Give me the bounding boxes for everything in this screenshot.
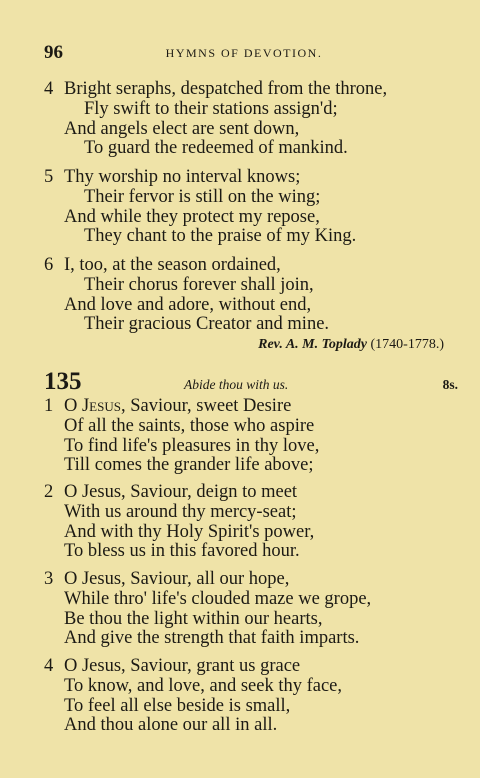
verse-line: Their fervor is still on the wing; [84, 186, 321, 207]
author-attribution [258, 337, 444, 353]
verse-line: Their gracious Creator and mine. [84, 314, 330, 335]
stanza-2 [44, 483, 454, 562]
verse-line: Saviour, sweet Desire [125, 396, 292, 416]
hymn-meter: 8s. [442, 377, 458, 392]
verse-line: To know, and love, and seek thy face, [64, 675, 342, 696]
verse-line: O Jesus, Saviour, deign to meet [64, 482, 298, 502]
verse-line: And thou alone our all in all. [64, 715, 278, 736]
verse-line: And give the strength that faith imparts. [64, 628, 360, 649]
verse-line: And with thy Holy Spirit's power, [64, 521, 315, 542]
verse-line: Of all the saints, those who aspire [64, 415, 315, 436]
verse-line: With us around thy mercy-seat; [64, 501, 297, 522]
verse-line: And angels elect are sent down, [64, 118, 300, 139]
stanza-5-previous [44, 168, 454, 247]
verse-line: O Jesus, Saviour, grant us grace [64, 656, 301, 676]
verse-line: To bless us in this favored hour. [64, 541, 300, 562]
stanza-number: 2 [44, 482, 54, 502]
verse-line: Fly swift to their stations assign'd; [84, 98, 338, 119]
running-title: HYMNS OF DEVOTION. [165, 46, 323, 60]
verse-line: While thro' life's clouded maze we grope, [64, 588, 372, 609]
verse-line: Be thou the light within our hearts, [64, 608, 323, 629]
stanza-4 [44, 657, 454, 736]
stanza-number: 5 [44, 167, 54, 187]
stanza-number: 4 [44, 79, 54, 99]
page-number: 96 [44, 42, 63, 63]
author-name: Rev. A. M. Toplady [258, 337, 367, 352]
stanza-number: 3 [44, 569, 54, 589]
hymn-title: Abide thou with us. [184, 377, 289, 392]
verse-line: O Jesus, Saviour, all our hope, [64, 569, 290, 589]
verse-line: To guard the redeemed of mankind. [84, 138, 348, 159]
verse-line: And love and adore, without end, [64, 294, 312, 315]
stanza-number: 6 [44, 255, 54, 275]
stanza-1 [44, 397, 454, 476]
author-dates: (1740-1778.) [370, 337, 444, 352]
stanza-number: 4 [44, 656, 54, 676]
stanza-3 [44, 570, 454, 649]
verse-line: Their chorus forever shall join, [84, 274, 314, 295]
page-header [44, 42, 444, 64]
stanza-6-previous [44, 256, 454, 335]
verse-line: Bright seraphs, despatched from the throne, [64, 79, 388, 99]
verse-line: To feel all else beside is small, [64, 695, 291, 716]
hymn-heading [44, 369, 458, 395]
verse-line: To find life's pleasures in thy love, [64, 435, 320, 456]
stanza-4-previous [44, 80, 454, 159]
verse-line: And while they protect my repose, [64, 206, 320, 227]
hymn-number: 135 [44, 368, 82, 395]
verse-line: Till comes the grander life above; [64, 455, 314, 476]
verse-line: They chant to the praise of my King. [84, 226, 357, 247]
stanza-number: 1 [44, 396, 54, 416]
verse-line: Thy worship no interval knows; [64, 167, 301, 187]
verse-line: I, too, at the season ordained, [64, 255, 281, 275]
verse-first-words: O Jesus, [64, 396, 126, 416]
